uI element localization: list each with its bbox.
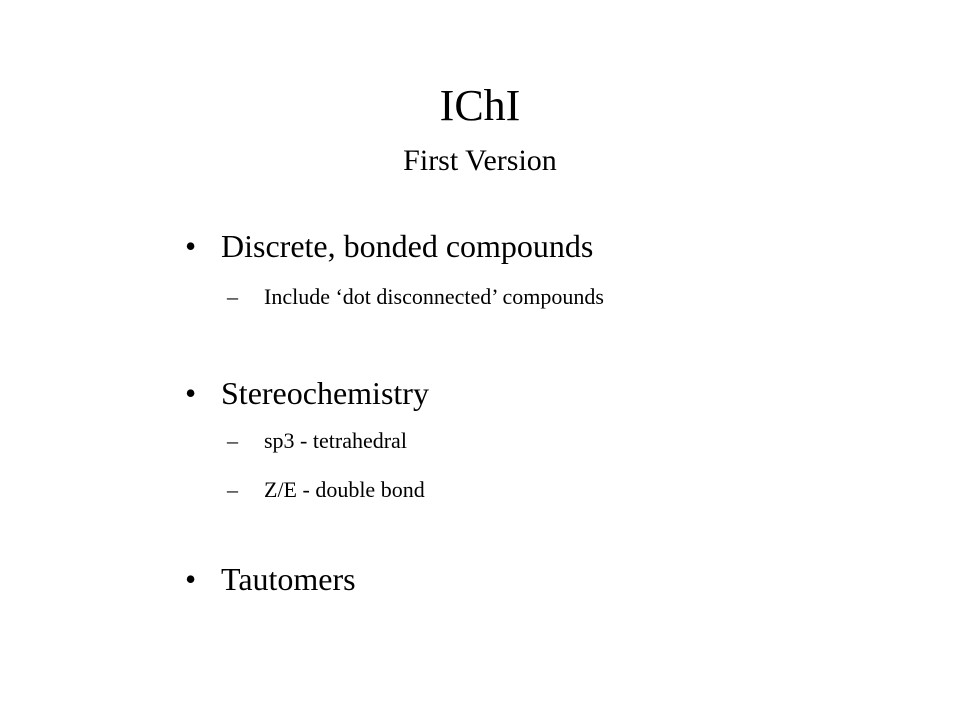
bullet-icon: • xyxy=(185,228,197,264)
bullet-text: Stereochemistry xyxy=(221,375,429,411)
sub-bullet-text: Z/E - double bond xyxy=(264,477,425,502)
slide-subtitle: First Version xyxy=(403,144,557,177)
bullet-icon: • xyxy=(185,561,197,597)
bullet-text: Discrete, bonded compounds xyxy=(221,228,594,264)
bullet-icon: • xyxy=(185,375,197,411)
dash-icon: – xyxy=(227,428,238,453)
bullet-text: Tautomers xyxy=(221,561,356,597)
sub-bullet-text: Include ‘dot disconnected’ compounds xyxy=(264,284,604,309)
sub-bullet-text: sp3 - tetrahedral xyxy=(264,428,407,453)
dash-icon: – xyxy=(227,284,238,309)
slide-title: IChI xyxy=(439,81,521,130)
dash-icon: – xyxy=(227,477,238,502)
